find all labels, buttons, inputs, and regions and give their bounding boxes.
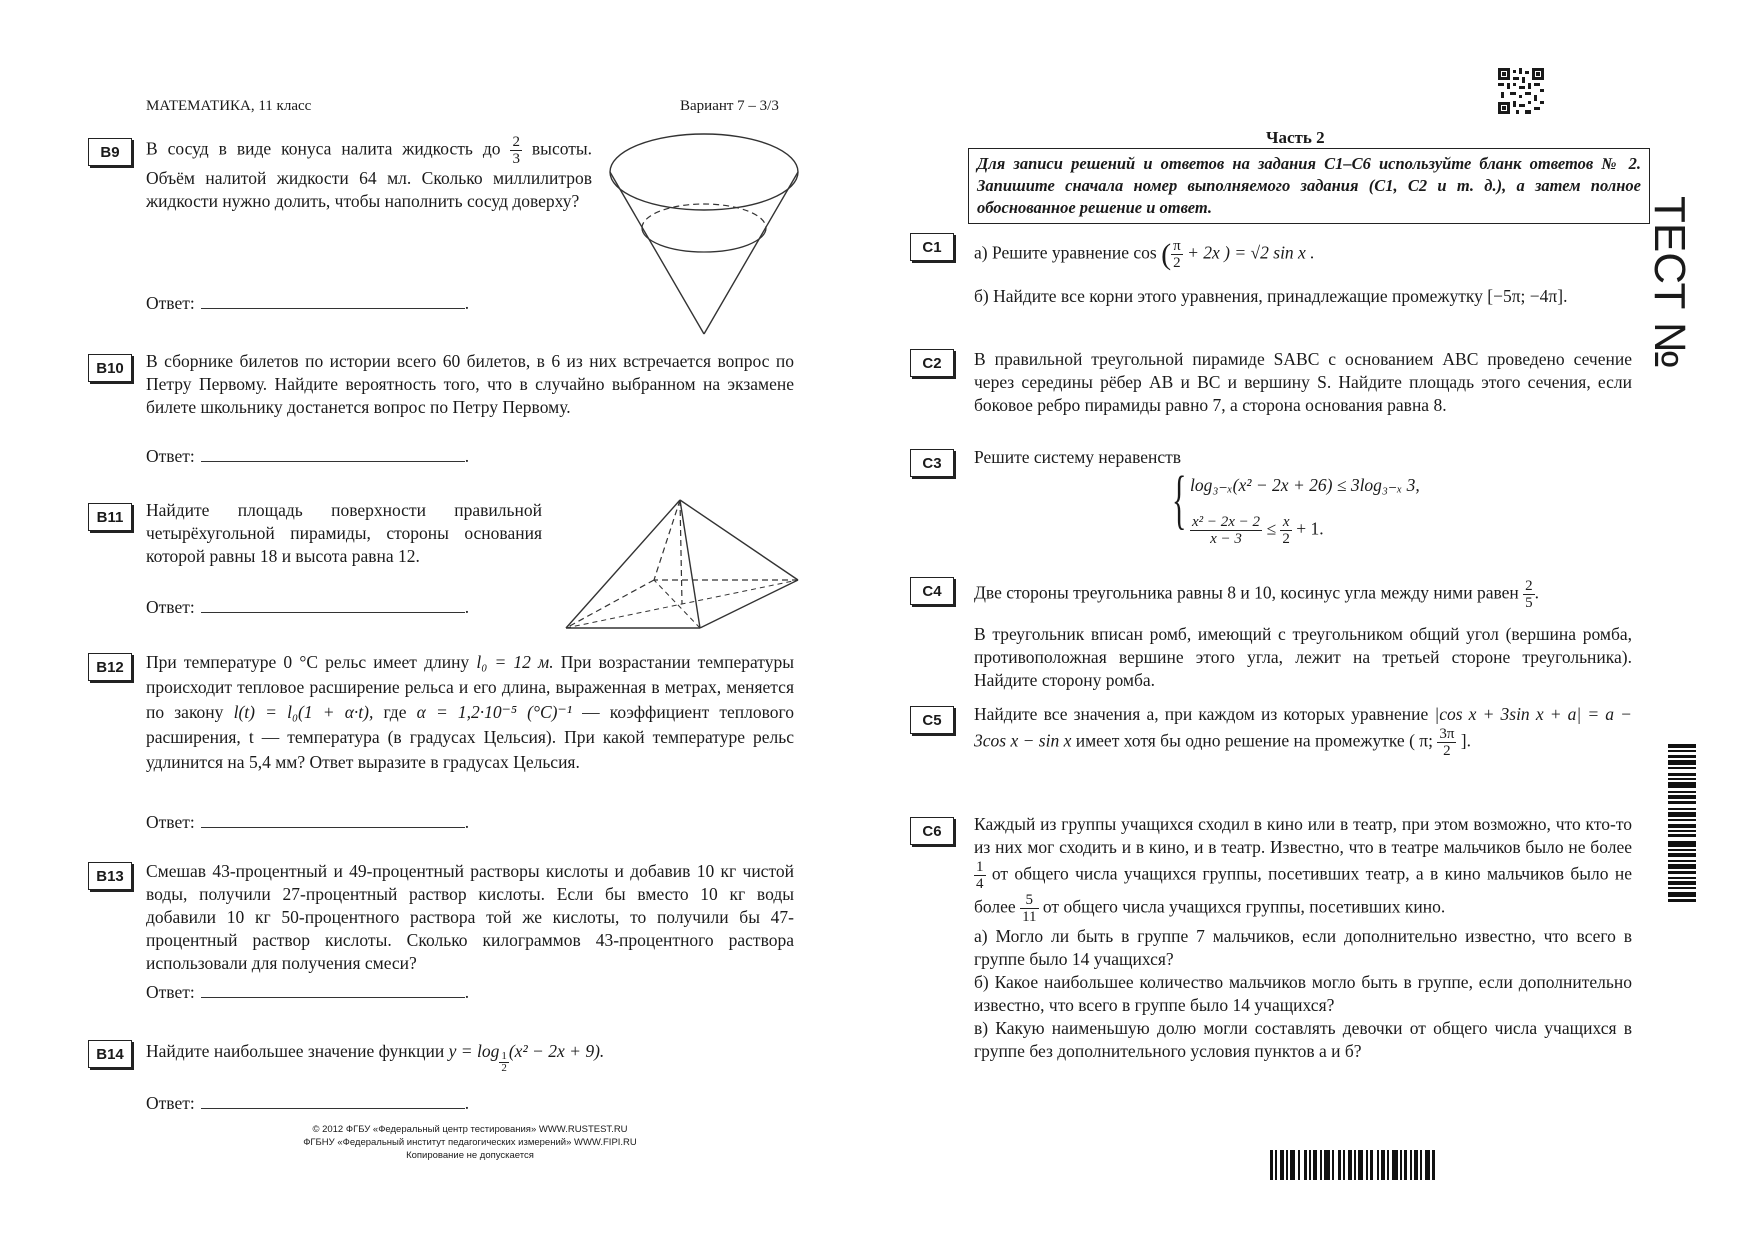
c5-p1: Найдите все значения a, при каждом из которых уравнение bbox=[974, 704, 1429, 724]
c5-interval-pre: ( π; bbox=[1409, 730, 1433, 751]
task-tag-b14: B14 bbox=[88, 1040, 132, 1068]
frac-num: 3π bbox=[1439, 726, 1455, 742]
task-b11-text: Найдите площадь поверхности правильной четырёхугольной пирамиды, стороны основания которой равны 18 и высота равна 12. bbox=[146, 500, 542, 566]
c6-p3-pre: театр, а в кино мальчиков было не более bbox=[974, 863, 1633, 917]
task-b12-text bbox=[146, 650, 794, 775]
task-tag-b13: B13 bbox=[88, 862, 132, 890]
frac-den: 2 bbox=[1443, 743, 1451, 759]
inequality-text: log₃₋ₓ(x² − 2x + 26) ≤ 3log₃₋ₓ 3, bbox=[1190, 475, 1420, 495]
task-tag-c1: C1 bbox=[910, 233, 954, 261]
cone-figure bbox=[606, 132, 802, 338]
copyright-footer bbox=[250, 1123, 690, 1162]
c6-p4: группы, посетивших кино. bbox=[1245, 896, 1446, 917]
frac-den: x − 3 bbox=[1210, 531, 1242, 547]
task-c5-text bbox=[974, 703, 1632, 759]
task-tag-b11: B11 bbox=[88, 503, 132, 531]
pyramid-edge bbox=[680, 500, 798, 580]
task-b9-text bbox=[146, 134, 592, 213]
answer-label: Ответ: bbox=[146, 597, 195, 617]
cone-right-edge bbox=[704, 172, 798, 334]
task-tag-c5: C5 bbox=[910, 706, 954, 734]
c5-interval-post: ]. bbox=[1460, 730, 1471, 751]
c6-p2-pre: мальчиков было не более bbox=[1443, 837, 1632, 857]
pyramid-edge bbox=[566, 500, 680, 628]
answer-b13: Ответ: . bbox=[146, 982, 470, 1002]
task-c4-p2: В треугольник вписан ромб, имеющий с треугольником общий угол (вершина ромба, противоположная вершине этого угла, лежит на третьей стороне треугольника). Найдите сторону ромба. bbox=[974, 624, 1632, 690]
instructions-box: Для записи решений и ответов на задания С1–С6 используйте бланк ответов № 2. Запишите сначала номер выполняемого задания (С1, С2 и т. д.), а затем полное обоснованное решение и ответ. bbox=[968, 148, 1650, 224]
frac-den: 3 bbox=[512, 151, 520, 167]
c5-p2: имеет хотя бы одно решение на промежутке bbox=[1075, 730, 1405, 751]
answer-b12: Ответ: . bbox=[146, 812, 470, 832]
ineq-fraction bbox=[1280, 514, 1292, 547]
pyramid-height bbox=[680, 500, 682, 604]
qr-code bbox=[1498, 68, 1544, 114]
c6-p2-post: от общего числа учащихся группы, посетивших bbox=[991, 863, 1360, 884]
frac-num: 2 bbox=[1525, 578, 1533, 594]
frac-num: 1 bbox=[976, 859, 984, 875]
b12-p1: При температуре 0 °C рельс имеет длину bbox=[146, 652, 470, 672]
frac-num: 2 bbox=[512, 134, 520, 150]
answer-b9: Ответ: . bbox=[146, 293, 470, 313]
pyramid-edge bbox=[680, 500, 700, 628]
c5-equation: |cos x + 3sin x + a| = a − 3cos x − sin x bbox=[974, 704, 1632, 751]
c5-fraction bbox=[1437, 726, 1456, 759]
task-b9-line1: В сосуд в виде конуса налита жидкость до bbox=[146, 138, 501, 159]
footer-line: © 2012 ФГБУ «Федеральный центр тестирования» WWW.RUSTEST.RU bbox=[312, 1124, 628, 1135]
ineq-fraction bbox=[1190, 514, 1262, 547]
answer-label: Ответ: bbox=[146, 812, 195, 832]
task-tag-b9: B9 bbox=[88, 138, 132, 166]
task-b9-line2: высоты. Объём налитой жидкости 64 мл. Сколько миллилитров жидкости нужно долить, чтобы наполнить сосуд доверху? bbox=[146, 138, 593, 211]
c1-a-post: + 2x ) = √2 sin x . bbox=[1187, 242, 1315, 263]
task-b13-text: Смешав 43-процентный и 49-процентный растворы кислоты и добавив 10 кг чистой воды, получили 27-процентный раствор кислоты. Если бы вместо 10 кг воды добавили 10 кг 50-процентного раствора той же кислоты, то получили бы 47-процентный раствор кислоты. Сколько килограммов 43-процентного раствора использовали для получения смеси? bbox=[146, 861, 794, 973]
frac-num: π bbox=[1173, 238, 1181, 254]
b12-law: l(t) = l₀(1 + α·t), bbox=[233, 702, 374, 722]
c4-p1: Две стороны треугольника равны 8 и 10, косинус угла между ними равен bbox=[974, 582, 1519, 603]
b12-p2: — коэффициент теплового расширения, t — температура (в градусах Цельсия). При какой температуре рельс удлинится на 5,4 мм? Ответ выразите в градусах Цельсия. bbox=[146, 702, 795, 772]
c3-inequality-1 bbox=[1190, 474, 1420, 497]
footer-line: ФГБНУ «Федеральный институт педагогических измерений» WWW.FIPI.RU bbox=[303, 1137, 637, 1148]
frac-num: 5 bbox=[1020, 892, 1038, 909]
c6-question-c: в) Какую наименьшую долю могли составлять девочки от общего числа учащихся в группе без дополнительного условия пунктов а и б? bbox=[974, 1018, 1632, 1061]
answer-field[interactable] bbox=[201, 813, 465, 828]
c6-question-a: а) Могло ли быть в группе 7 мальчиков, если дополнительно известно, что всего в группе было 14 учащихся? bbox=[974, 926, 1632, 969]
c6-p1: Каждый из группы учащихся сходил в кино или в театр, при этом возможно, что кто-то из них мог сходить и в кино, и в театр. Известно, что в театре bbox=[974, 814, 1632, 857]
answer-field[interactable] bbox=[201, 598, 465, 613]
pyramid-hidden-edge bbox=[654, 500, 680, 580]
cone-left-edge bbox=[610, 172, 704, 334]
variant-header: Вариант 7 – 3/3 bbox=[680, 98, 779, 114]
answer-label: Ответ: bbox=[146, 1093, 195, 1113]
subject-header: МАТЕМАТИКА, 11 класс bbox=[146, 98, 312, 114]
cone-top-ellipse bbox=[610, 134, 798, 210]
base-edge bbox=[700, 580, 798, 628]
base-diagonal bbox=[566, 580, 798, 628]
answer-field[interactable] bbox=[201, 1094, 465, 1109]
answer-b11: Ответ: . bbox=[146, 597, 470, 617]
liquid-front-arc bbox=[642, 228, 766, 252]
c6-fraction-1 bbox=[974, 859, 986, 892]
task-tag-b12: B12 bbox=[88, 653, 132, 681]
c4-fraction bbox=[1523, 578, 1535, 611]
task-tag-c3: C3 bbox=[910, 449, 954, 477]
task-tag-c6: C6 bbox=[910, 817, 954, 845]
leq-sign: ≤ bbox=[1266, 518, 1277, 539]
base-hidden-edge bbox=[566, 580, 654, 628]
system-brace: { bbox=[1172, 463, 1187, 537]
c1-fraction bbox=[1171, 238, 1183, 271]
b14-prompt: Найдите наибольшее значение функции bbox=[146, 1041, 445, 1061]
ineq-post: + 1. bbox=[1296, 518, 1324, 539]
part-title: Часть 2 bbox=[1266, 128, 1325, 147]
b12-law-rest: где bbox=[383, 702, 407, 722]
task-c2-text: В правильной треугольной пирамиде SABC с основанием ABC проведено сечение через середины рёбер AB и BC и вершину S. Найдите площадь этого сечения, если боковое ребро пирамиды равно 7, а сторона основания равна 8. bbox=[974, 349, 1632, 415]
task-tag-c2: C2 bbox=[910, 349, 954, 377]
task-c1-part-b: б) Найдите все корни этого уравнения, принадлежащие промежутку [−5π; −4π]. bbox=[974, 286, 1568, 306]
frac-den: 11 bbox=[1022, 909, 1037, 925]
paren-open: ( bbox=[1161, 238, 1172, 271]
footer-line: Копирование не допускается bbox=[406, 1150, 534, 1161]
c6-question-b: б) Какое наибольшее количество мальчиков могло быть в группе, если дополнительно известно, что всего в группе было 14 учащихся? bbox=[974, 972, 1632, 1015]
frac-den: 4 bbox=[976, 876, 984, 892]
c6-fraction-2 bbox=[1020, 892, 1038, 925]
task-b9-fraction bbox=[510, 134, 522, 167]
frac-num: x bbox=[1280, 514, 1292, 531]
frac-den: 2 bbox=[1173, 255, 1181, 271]
b14-log-base bbox=[499, 1051, 509, 1074]
task-b14-text bbox=[146, 1040, 794, 1074]
answer-label: Ответ: bbox=[146, 446, 195, 466]
barcode-vertical bbox=[1668, 744, 1696, 930]
liquid-back-arc bbox=[642, 204, 766, 228]
answer-b10: Ответ: . bbox=[146, 446, 470, 466]
answer-b14: Ответ: . bbox=[146, 1093, 470, 1113]
c6-p3-post: от общего числа учащихся bbox=[1042, 896, 1242, 917]
answer-field[interactable] bbox=[201, 294, 465, 309]
answer-field[interactable] bbox=[201, 447, 465, 462]
answer-field[interactable] bbox=[201, 983, 465, 998]
pyramid-figure bbox=[562, 496, 802, 634]
c3-inequality-2 bbox=[1190, 514, 1324, 547]
task-c1-part-a bbox=[974, 238, 1632, 271]
answer-label: Ответ: bbox=[146, 293, 195, 313]
task-tag-c4: C4 bbox=[910, 577, 954, 605]
frac-den: 5 bbox=[1525, 595, 1533, 611]
b12-alpha: α = 1,2·10⁻⁵ (°C)⁻¹ bbox=[416, 702, 572, 722]
task-tag-b10: B10 bbox=[88, 354, 132, 382]
task-c3-text: Решите систему неравенств bbox=[974, 447, 1182, 467]
b12-length: l₀ = 12 м. bbox=[476, 652, 554, 672]
b12-p1-rest: При возрастании температуры происходит тепловое расширение рельса и его длина, выраженная в метрах, меняется по закону bbox=[146, 652, 794, 722]
task-c6-text bbox=[974, 813, 1632, 1063]
b14-formula-pre: y = log bbox=[448, 1041, 500, 1061]
barcode-horizontal bbox=[1270, 1150, 1435, 1180]
task-b10-text: В сборнике билетов по истории всего 60 билетов, в 6 из них встречается вопрос по Петру Первому. Найдите вероятность того, что в случайно выбранном на экзамене билете школьнику достанется вопрос по Петру Первому. bbox=[146, 351, 794, 417]
frac-num: x² − 2x − 2 bbox=[1192, 514, 1261, 530]
frac-num: 1 bbox=[501, 1050, 507, 1062]
frac-den: 2 bbox=[1282, 531, 1290, 547]
test-number-label: ТЕСТ № bbox=[1645, 196, 1694, 369]
c1-a-pre: а) Решите уравнение cos bbox=[974, 242, 1157, 263]
answer-label: Ответ: bbox=[146, 982, 195, 1002]
task-c4-line1: Две стороны треугольника равны 8 и 10, косинус угла между ними равен $\frac{2}{5}$ . bbox=[974, 578, 1540, 611]
frac-den: 2 bbox=[501, 1062, 507, 1074]
b14-formula-post: (x² − 2x + 9). bbox=[508, 1041, 605, 1061]
